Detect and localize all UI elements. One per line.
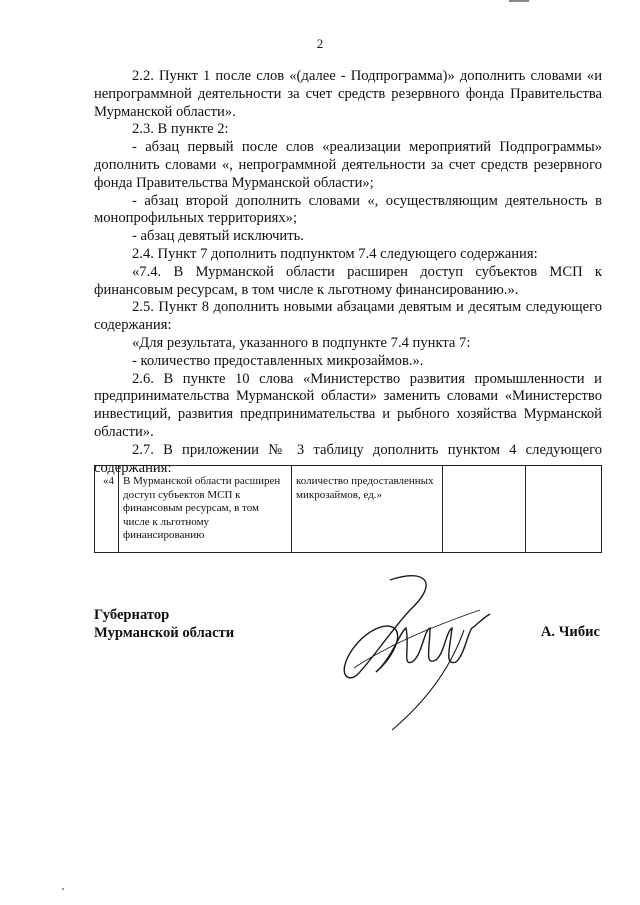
table-cell-empty-2 <box>526 466 602 553</box>
table-cell-indicator: количество предоставленных микрозаймов, ед.» <box>292 466 443 553</box>
scan-speck <box>62 888 64 890</box>
table-row <box>95 466 602 553</box>
table-cell-empty-1 <box>443 466 526 553</box>
signatory-region: Мурманской области <box>94 625 235 641</box>
paragraph-2-7: 2.7. В приложении № 3 таблицу дополнить пунктом 4 следующего содержания: <box>94 441 602 476</box>
document-body <box>94 68 602 477</box>
page-number: 2 <box>316 36 324 51</box>
paragraph-2-2: 2.2. Пункт 1 после слов «(далее - Подпрограмма)» дополнить словами «и непрограммной деятельности за счет средств резервного фонда Правительства Мурманской области». <box>94 68 602 120</box>
paragraph-2-3: 2.3. В пункте 2: <box>132 121 229 138</box>
handwritten-signature <box>330 570 500 740</box>
paragraph-2-3-item-1: - абзац первый после слов «реализации мероприятий Подпрограммы» дополнить словами «, непрограммной деятельности за счет средств резервного фонда Правительства Мурманской области»; <box>94 139 602 191</box>
paragraph-2-6: 2.6. В пункте 10 слова «Министерство развития промышленности и предпринимательства Мурманской области» заменить словами «Министерство инвестиций, развития предпринимательства и рыбного хозяйства Мурманской области». <box>94 370 602 440</box>
signatory-name: А. Чибис <box>540 624 600 640</box>
paragraph-2-4-quote: «7.4. В Мурманской области расширен доступ субъектов МСП к финансовым ресурсам, в том числе к льготному финансированию.». <box>94 263 602 298</box>
paragraph-2-4: 2.4. Пункт 7 дополнить подпунктом 7.4 следующего содержания: <box>132 245 538 262</box>
scan-mark <box>509 0 529 2</box>
signatory-position: Губернатор <box>94 607 170 623</box>
paragraph-2-5: 2.5. Пункт 8 дополнить новыми абзацами девятым и десятым следующего содержания: <box>94 299 602 334</box>
paragraph-2-5-quote-2: - количество предоставленных микрозаймов.». <box>132 352 424 369</box>
paragraph-2-5-quote-1: «Для результата, указанного в подпункте 7.4 пункта 7: <box>132 334 471 351</box>
table-cell-number: «4 <box>95 466 119 553</box>
paragraph-2-3-item-2: - абзац второй дополнить словами «, осуществляющим деятельность в монопрофильных территориях»; <box>94 192 602 227</box>
table-cell-result: В Мурманской области расширен доступ субъектов МСП к финансовым ресурсам, в том числе к льготному финансированию <box>119 466 292 553</box>
amendment-table <box>94 465 602 553</box>
paragraph-2-3-item-3: - абзац девятый исключить. <box>132 228 304 245</box>
signatory-title <box>94 606 234 642</box>
